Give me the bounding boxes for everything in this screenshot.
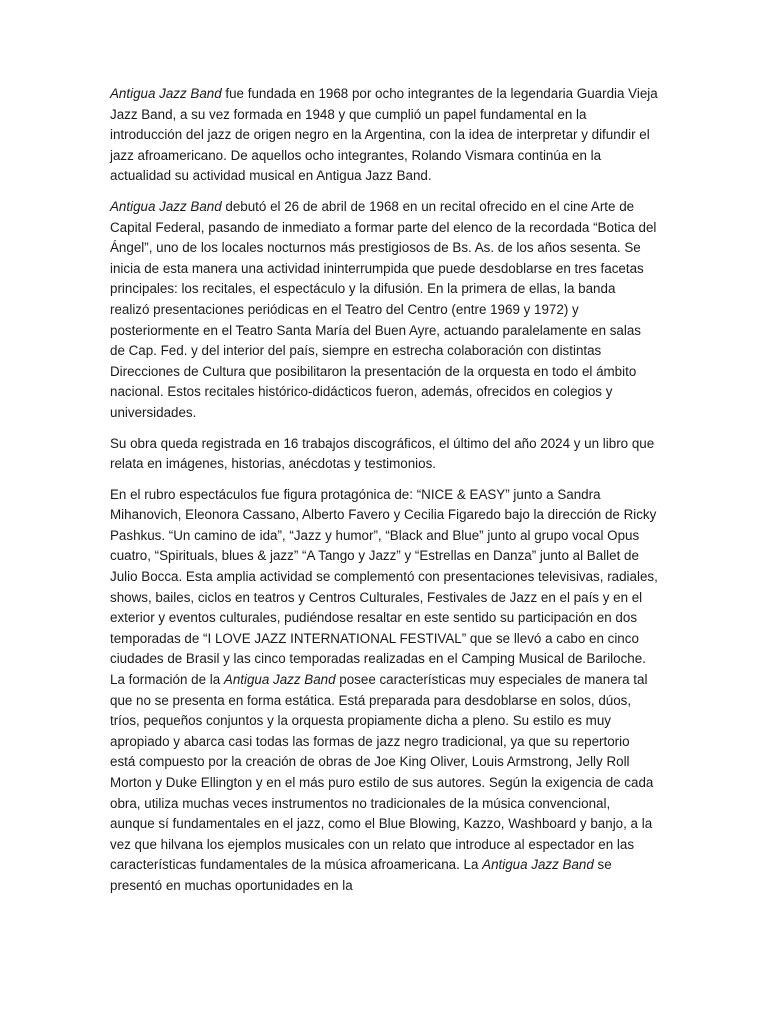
document-page xyxy=(110,84,658,907)
paragraph-text: posee características muy especiales de manera tal que no se presenta en forma estática. Está preparada para desdoblarse en solos, dúos, tríos, pequeños conjuntos y la orquesta propiamente dicha a pleno. Su estilo es muy apropiado y abarca casi todas las formas de jazz negro tradicional, ya que su repertorio está compuesto por la creación de obras de Joe King Oliver, Louis Armstrong, Jelly Roll Morton y Duke Ellington y en el más puro estilo de sus autores. Según la exigencia de cada obra, utiliza muchas veces instrumentos no tradicionales de la música convencional, aunque sí fundamentales en el jazz, como el Blue Blowing, Kazzo, Washboard y banjo, a la vez que hilvana los ejemplos musicales con un relato que introduce al espectador en las características fundamentales de la música afroamericana. La xyxy=(110,672,654,873)
paragraph-text: Su obra queda registrada en 16 trabajos discográficos, el último del año 2024 y un libro que relata en imágenes, historias, anécdotas y testimonios. xyxy=(110,435,655,472)
band-name-italic: Antigua Jazz Band xyxy=(223,672,336,688)
paragraph-text: se presentó en muchas oportunidades en la xyxy=(110,857,612,893)
band-name-italic: Antigua Jazz Band xyxy=(110,86,222,101)
paragraph-text: En el rubro espectáculos fue figura protagónica de: “NICE & EASY” junto a Sandra Mihanovich, Eleonora Cassano, Alberto Favero y Cecilia Figaredo bajo la dirección de Ricky Pashkus. “Un camino de ida”, “Jazz y humor”, “Black and Blue” junto al grupo vocal Opus cuatro, “Spirituals, blues & jazz” “A Tango y Jazz” y “Estrellas en Danza” junto al Ballet de Julio Bocca. Esta amplia actividad se complementó con presentaciones televisivas, radiales, shows, bailes, ciclos en teatros y Centros Culturales, Festivales de Jazz en el país y en el exterior y eventos culturales, pudiéndose resaltar en este sentido su participación en dos temporadas de “I LOVE JAZZ INTERNATIONAL FESTIVAL” que se llevó a cabo en cinco ciudades de Brasil y las cinco temporadas realizadas en el Camping Musical de Bariloche. La formación de la xyxy=(110,486,658,688)
paragraph-text: fue fundada en 1968 por ocho integrantes de la legendaria Guardia Vieja Jazz Band, a su vez formada en 1948 y que cumplió un papel fundamental en la introducción del jazz de origen negro en la Argentina, con la idea de interpretar y difundir el jazz afroamericano. De aquellos ocho integrantes, Rolando Vismara continúa en la actualidad su actividad musical en Antigua Jazz Band. xyxy=(110,86,658,184)
paragraph-shows xyxy=(110,485,658,897)
paragraph-debut xyxy=(110,197,658,424)
paragraph-discography xyxy=(110,434,658,475)
band-name-italic: Antigua Jazz Band xyxy=(110,198,222,214)
paragraph-founding xyxy=(110,84,658,187)
paragraph-text: debutó el 26 de abril de 1968 en un recital ofrecido en el cine Arte de Capital Federal, pasando de inmediato a formar parte del elenco de la recordada “Botica del Ángel”, uno de los locales nocturnos más prestigiosos de Bs. As. de los años sesenta. Se inicia de esta manera una actividad ininterrumpida que puede desdoblarse en tres facetas principales: los recitales, el espectáculo y la difusión. En la primera de ellas, la banda realizó presentaciones periódicas en el Teatro del Centro (entre 1969 y 1972) y posteriormente en el Teatro Santa María del Buen Ayre, actuando paralelamente en salas de Cap. Fed. y del interior del país, siempre en estrecha colaboración con distintas Direcciones de Cultura que posibilitaron la presentación de la orquesta en todo el ámbito nacional. Estos recitales histórico-didácticos fueron, además, ofrecidos en colegios y universidades. xyxy=(110,198,657,420)
band-name-italic: Antigua Jazz Band xyxy=(482,857,594,873)
